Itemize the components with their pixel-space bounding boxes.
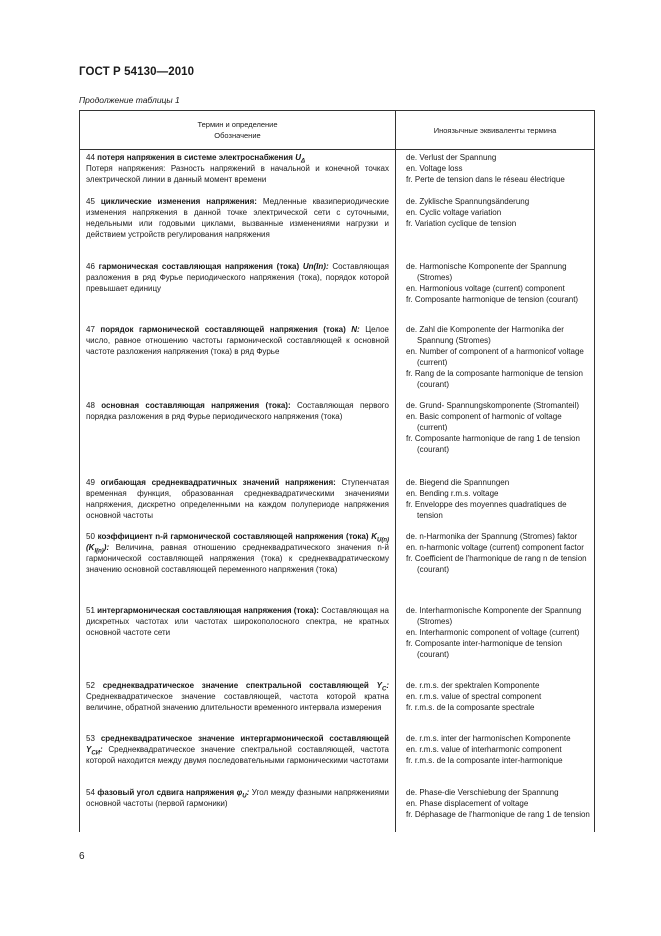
term-name: огибающая среднеквадратичных значений напряжения: bbox=[100, 478, 336, 487]
term-definition: Ступенчатая временная функция, образованная среднеквадратическими значениями напряжения, дискретно определенными на каждом полупериоде напряжения основной частоты bbox=[86, 478, 389, 520]
term-definition: Потеря напряжения: Разность напряжений в начальной и конечной точках электрической линии в данный момент времени bbox=[86, 163, 389, 184]
term-definition: Целое число, равное отношению частоты гармонической составляющей к основной частоте разложения напряжения (тока) в ряд Фурье bbox=[86, 325, 390, 356]
equivalent-de: de. Grund- Spannungskomponente (Stromanteil) bbox=[406, 401, 579, 410]
term-name: интергармоническая составляющая напряжения (тока): bbox=[97, 606, 319, 615]
equivalent-de: de. n-Harmonika der Spannung (Stromes) faktor bbox=[406, 532, 578, 541]
equivalent-fr: fr. r.m.s. de la composante spectrale bbox=[406, 702, 535, 712]
term-definition: Составляющая разложения в ряд Фурье периодического напряжения (тока), порядок которой превышает единицу bbox=[86, 262, 389, 293]
term-name: гармоническая составляющая напряжения (тока) bbox=[98, 262, 300, 271]
equivalent-fr: fr. Variation cyclique de tension bbox=[406, 218, 517, 228]
equivalent-fr: fr. Rang de la composante harmonique de tension (courant) bbox=[406, 368, 584, 389]
header-term-column bbox=[80, 119, 395, 141]
term-symbol: N: bbox=[351, 325, 360, 334]
term-number: 45 bbox=[86, 197, 95, 206]
term-definition: Составляющая первого порядка разложения в ряд Фурье периодического напряжения (тока) bbox=[86, 401, 389, 421]
term-name: порядок гармонической составляющей напряжения (тока) bbox=[100, 325, 346, 334]
term-name: среднеквадратическое значение спектральной составляющей bbox=[102, 681, 369, 690]
term-number: 46 bbox=[86, 262, 95, 271]
term-symbol: Un(In): bbox=[302, 262, 329, 271]
terms-table bbox=[79, 110, 595, 832]
equivalent-fr: fr. Perte de tension dans le réseau électrique bbox=[406, 174, 565, 184]
term-number: 52 bbox=[86, 681, 95, 690]
equivalent-fr: fr. Composante harmonique de rang 1 de tension (courant) bbox=[406, 433, 580, 454]
equivalent-fr: fr. Composante inter-harmonique de tension (courant) bbox=[406, 638, 563, 659]
term-name: потеря напряжения в системе электроснабжения bbox=[97, 153, 293, 162]
term-cell bbox=[86, 681, 389, 714]
equivalent-fr: fr. r.m.s. de la composante inter-harmonique bbox=[406, 755, 563, 765]
equivalent-de: de. Zahl die Komponente der Harmonika der Spannung (Stromes) bbox=[406, 325, 564, 345]
term-number: 48 bbox=[86, 401, 95, 410]
equivalent-de: de. r.m.s. inter der harmonischen Komponente bbox=[406, 734, 571, 743]
equivalent-de: de. Verlust der Spannung bbox=[406, 153, 497, 162]
term-number: 51 bbox=[86, 606, 95, 615]
term-symbol: $Y_C$: bbox=[376, 681, 389, 693]
equivalent-en: en. Phase displacement of voltage bbox=[406, 798, 529, 808]
term-number: 49 bbox=[86, 478, 95, 487]
term-cell bbox=[86, 401, 389, 423]
term-definition: Медленные квазипериодические изменения напряжения в данной точке электрической сети с суточными, недельными или годовыми циклами, вызванные изменениями нагрузки и действием устройств регулирования напряжения bbox=[86, 197, 389, 239]
equivalents-cell bbox=[406, 325, 592, 390]
term-number: 47 bbox=[86, 325, 95, 334]
equivalent-en: en. Bending r.m.s. voltage bbox=[406, 488, 499, 498]
equivalents-cell bbox=[406, 262, 592, 306]
equivalents-cell bbox=[406, 681, 592, 714]
term-heading bbox=[86, 153, 389, 164]
equivalent-fr: fr. Déphasage de l'harmonique de rang 1 de tension bbox=[406, 809, 590, 819]
equivalent-en: en. Voltage loss bbox=[406, 163, 463, 173]
equivalents-cell bbox=[406, 788, 592, 821]
term-number: 53 bbox=[86, 734, 95, 743]
term-cell bbox=[86, 153, 389, 186]
equivalent-en: en. n-harmonic voltage (current) component factor bbox=[406, 542, 584, 552]
term-symbol: $Y_{CИ}$: bbox=[86, 744, 103, 757]
term-symbol: $K_{U(n)}(K_{I(n)})$: bbox=[86, 532, 389, 555]
term-definition: Угол между фазными напряжениями основной частоты (первой гармоники) bbox=[86, 788, 389, 808]
equivalents-cell bbox=[406, 401, 592, 456]
term-symbol: $\varphi_U$: bbox=[236, 788, 250, 800]
term-name: коэффициент n-й гармонической составляющей напряжения (тока) bbox=[97, 532, 369, 541]
header-term-title: Термин и определение bbox=[197, 120, 278, 129]
table-header bbox=[80, 111, 594, 150]
term-definition: Составляющая на дискретных частотах или частотах широкополосного спектра, не кратных основной частоте сети bbox=[86, 606, 389, 637]
equivalent-en: en. r.m.s. value of spectral component bbox=[406, 691, 542, 701]
equivalents-cell bbox=[406, 606, 592, 661]
equivalents-cell bbox=[406, 532, 592, 576]
term-number: 54 bbox=[86, 788, 95, 797]
equivalent-fr: fr. Coefficient de l'harmonique de rang n de tension (courant) bbox=[406, 553, 587, 574]
equivalent-en: en. Number of component of a harmonicof voltage (current) bbox=[406, 346, 584, 367]
term-name: среднеквадратическое значение интергармонической составляющей bbox=[100, 734, 389, 743]
equivalent-en: en. Cyclic voltage variation bbox=[406, 207, 502, 217]
term-definition: Среднеквадратическое значение спектральной составляющей, частота которой находится между двумя последовательными гармоническими частотами bbox=[86, 744, 389, 765]
term-cell bbox=[86, 197, 389, 241]
header-term-designation: Обозначение bbox=[214, 131, 261, 140]
equivalent-de: de. Phase-die Verschiebung der Spannung bbox=[406, 788, 559, 797]
term-cell bbox=[86, 788, 389, 810]
equivalent-en: en. Basic component of harmonic of voltage (current) bbox=[406, 411, 562, 432]
term-number: 44 bbox=[86, 153, 95, 162]
equivalent-de: de. Interharmonische Komponente der Spannung (Stromes) bbox=[406, 606, 582, 626]
equivalent-en: en. r.m.s. value of interharmonic component bbox=[406, 744, 562, 754]
term-definition: Величина, равная отношению среднеквадратического значения n-й гармонической составляющей напряжения (тока) к среднеквадратическому значению основной составляющей переменного напряжения (тока) bbox=[86, 542, 389, 574]
term-symbol: $U_\Delta$ bbox=[295, 153, 306, 165]
table-caption: Продолжение таблицы 1 bbox=[79, 95, 180, 105]
equivalents-cell bbox=[406, 153, 592, 186]
equivalent-de: de. Zyklische Spannungsänderung bbox=[406, 197, 530, 206]
term-cell bbox=[86, 325, 389, 358]
term-cell bbox=[86, 606, 389, 639]
term-number: 50 bbox=[86, 532, 95, 541]
term-cell bbox=[86, 262, 389, 295]
document-title: ГОСТ Р 54130—2010 bbox=[79, 66, 195, 78]
equivalent-en: en. Harmonious voltage (current) component bbox=[406, 283, 565, 293]
term-cell bbox=[86, 734, 389, 767]
term-cell bbox=[86, 478, 389, 522]
equivalent-en: en. Interharmonic component of voltage (current) bbox=[406, 627, 580, 637]
equivalents-cell bbox=[406, 734, 592, 767]
equivalent-fr: fr. Enveloppe des moyennes quadratiques de tension bbox=[406, 499, 567, 520]
equivalents-cell bbox=[406, 478, 592, 522]
equivalent-de: de. r.m.s. der spektralen Komponente bbox=[406, 681, 540, 690]
term-name: основная составляющая напряжения (тока): bbox=[101, 401, 291, 410]
equivalents-cell bbox=[406, 197, 592, 230]
header-equivalents-column: Иноязычные эквиваленты термина bbox=[433, 126, 557, 135]
term-cell bbox=[86, 532, 389, 576]
column-divider bbox=[395, 111, 396, 832]
term-definition: Среднеквадратическое значение составляющей, частота которой кратна величине, обратной значению длительности временного интервала измерения bbox=[86, 691, 389, 712]
term-name: фазовый угол сдвига напряжения bbox=[97, 788, 235, 797]
equivalent-de: de. Harmonische Komponente der Spannung (Stromes) bbox=[406, 262, 567, 282]
equivalent-de: de. Biegend die Spannungen bbox=[406, 478, 510, 487]
page-number: 6 bbox=[79, 851, 85, 862]
term-name: циклические изменения напряжения: bbox=[100, 197, 257, 206]
equivalent-fr: fr. Composante harmonique de tension (courant) bbox=[406, 294, 579, 304]
